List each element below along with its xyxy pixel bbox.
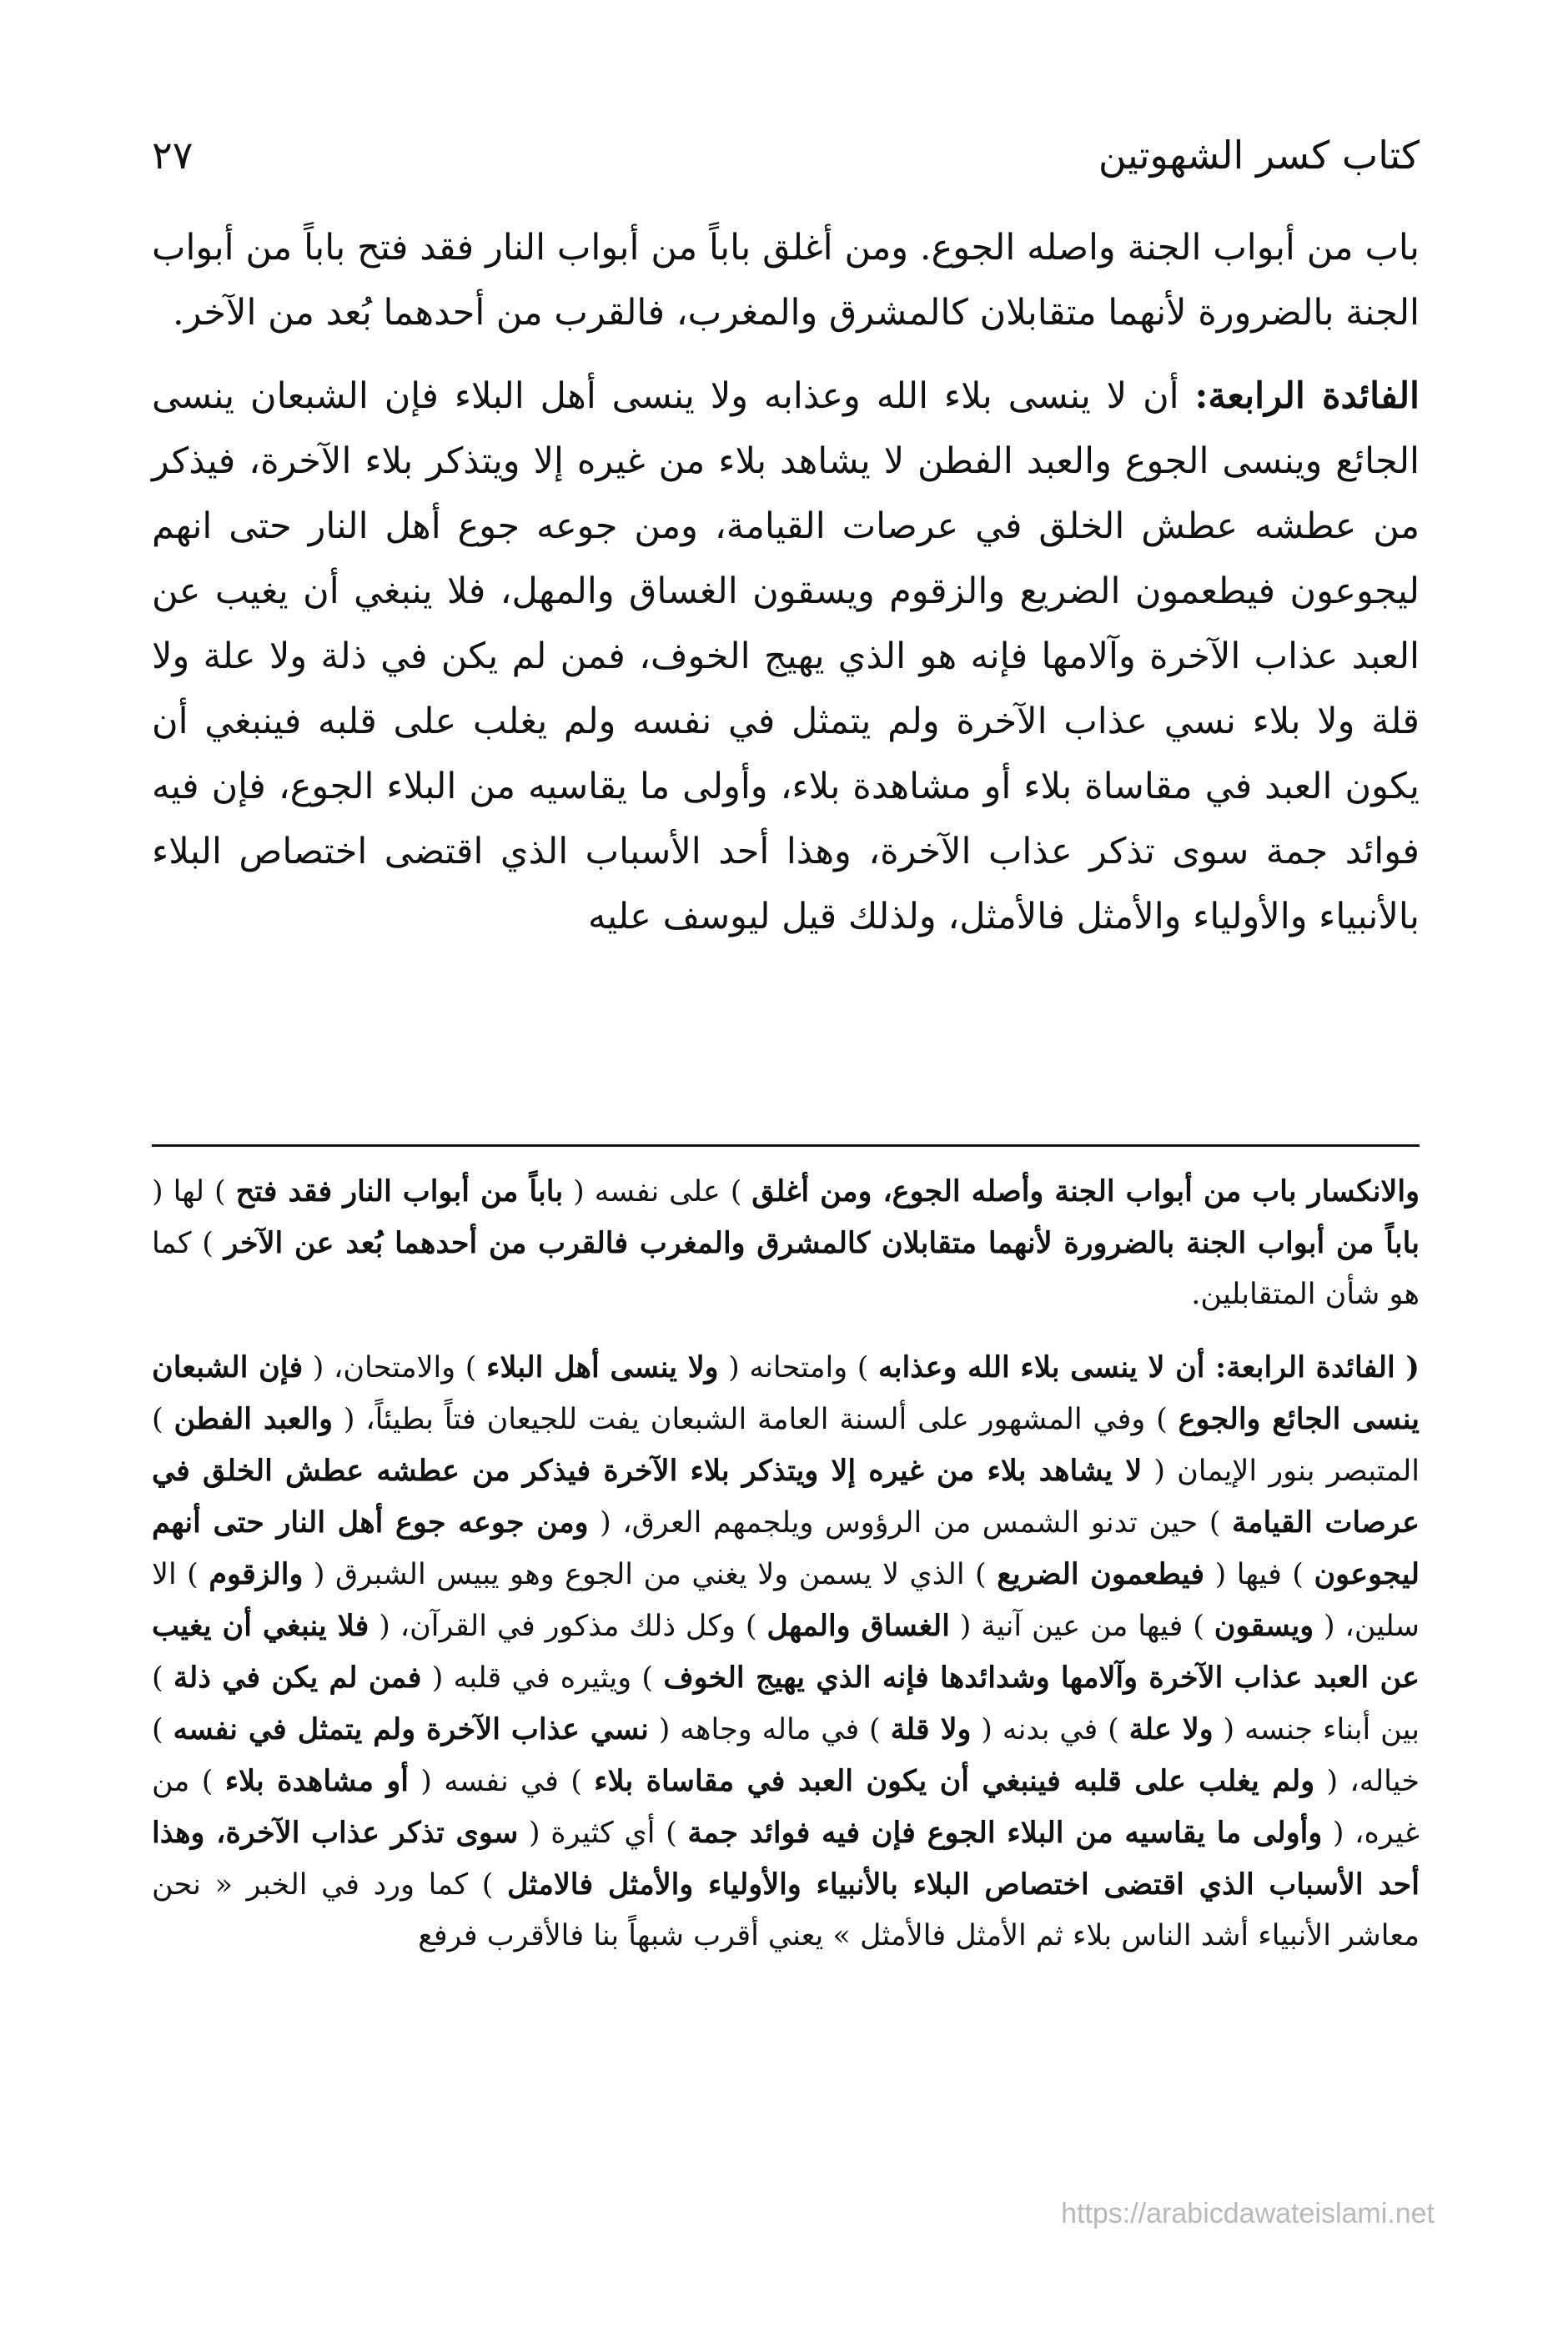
commentary-quote: ( الفائدة الرابعة: أن لا ينسى بلاء الله وعذابه <box>877 1350 1420 1385</box>
commentary-text: ) كما ورد في الخبر « نحن معاشر الأنبياء أشد الناس بلاء ثم الأمثل فالأمثل » يعني أقرب شبهاً بنا فالأقرب فرفع <box>152 1868 1420 1953</box>
book-title: كتاب كسر الشهوتين <box>1098 133 1420 178</box>
commentary-text: ) خياله، ( <box>152 1713 1420 1798</box>
commentary-text: ) وكل ذلك مذكور في القرآن، ( <box>369 1610 767 1643</box>
commentary-quote: والزقوم <box>209 1557 304 1591</box>
commentary-text: ) على نفسه ( <box>563 1175 752 1209</box>
commentary-text: ) ويثيره في قلبه ( <box>421 1661 664 1695</box>
commentary-quote: لا يشاهد بلاء من غيره إلا ويتذكر بلاء الآخرة فيذكر من عطشه عطش الخلق في عرصات القيامة <box>152 1454 1420 1540</box>
commentary-quote: فمن لم يكن في ذلة <box>173 1661 422 1695</box>
commentary-quote: والعبد الفطن <box>173 1402 333 1436</box>
footnote-divider <box>152 1144 1420 1147</box>
commentary-quote: ولا قلة <box>890 1712 972 1746</box>
commentary-quote: ويسقون <box>1214 1609 1314 1643</box>
commentary-paragraph <box>152 1342 1420 1962</box>
commentary-text: ) كما هو شأن المتقابلين. <box>152 1227 1420 1311</box>
commentary-text: ) من غيره، ( <box>152 1765 1420 1850</box>
commentary-text: ) المتبصر بنور الإيمان ( <box>152 1403 1420 1488</box>
commentary-quote: فيطعمون الضريع <box>997 1557 1205 1591</box>
commentary-quote: فإن الشبعان ينسى الجائع والجوع <box>152 1350 1420 1436</box>
commentary-text: ) بين أبناء جنسه ( <box>152 1661 1420 1746</box>
commentary-text: ) فيها ( <box>1204 1558 1314 1591</box>
main-text <box>152 215 1420 949</box>
commentary-text: ) في بدنه ( <box>971 1713 1129 1746</box>
commentary-quote: ولا علة <box>1128 1712 1214 1746</box>
commentary-text: ) فيها من عين آنية ( <box>949 1610 1214 1643</box>
commentary-quote: نسي عذاب الآخرة ولم يتمثل في نفسه <box>173 1712 649 1746</box>
commentary-quote: والانكسار باب من أبواب الجنة وأصله الجوع، ومن أغلق <box>751 1174 1420 1209</box>
commentary-text: ) الا سلين، ( <box>152 1558 1420 1643</box>
commentary-quote: الغساق والمهل <box>766 1609 950 1643</box>
commentary-text: ) في نفسه ( <box>408 1765 595 1798</box>
commentary-quote: باباً من أبواب النار فقد فتح <box>235 1174 564 1209</box>
commentary-paragraph <box>152 1166 1420 1320</box>
commentary-text: ) أي كثيرة ( <box>518 1817 688 1850</box>
commentary-text: ) وفي المشهور على ألسنة العامة الشبعان يفت للجيعان فتاً بطيئاً، ( <box>333 1403 1179 1436</box>
section-heading: الفائدة الرابعة: <box>1194 375 1420 417</box>
page-number: ٢٧ <box>152 133 193 178</box>
commentary-quote: سوى تذكر عذاب الآخرة، وهذا أحد الأسباب الذي اقتضى اختصاص البلاء بالأنبياء والأولياء والأمثل فالامثل <box>152 1816 1420 1902</box>
commentary-text: ) حين تدنو الشمس من الرؤوس ويلجمهم العرق، ( <box>588 1506 1232 1540</box>
commentary-text: ) والامتحان، ( <box>303 1351 487 1385</box>
commentary-quote: فلا ينبغي أن يغيب عن العبد عذاب الآخرة وآلامها وشدائدها فإنه الذي يهيج الخوف <box>152 1609 1420 1695</box>
main-paragraph-text: أن لا ينسى بلاء الله وعذابه ولا ينسى أهل البلاء فإن الشبعان ينسى الجائع وينسى الجوع والعبد الفطن لا يشاهد بلاء من غيره إلا ويتذكر بلاء الآخرة، فيذكر من عطشه عطش الخلق في عرصات القيامة، ومن جوعه جوع أهل النار حتى انهم ليجوعون فيطعمون الضريع والزقوم ويسقون الغساق والمهل، فلا ينبغي أن يغيب عن العبد عذاب الآخرة وآلامها فإنه هو الذي يهيج الخوف، فمن لم يكن في ذلة ولا علة ولا قلة ولا بلاء نسي عذاب الآخرة ولم يتمثل في نفسه ولم يغلب على قلبه فينبغي أن يكون العبد في مقاساة بلاء أو مشاهدة بلاء، وأولى ما يقاسيه من البلاء الجوع، فإن فيه فوائد جمة سوى تذكر عذاب الآخرة، وهذا أحد الأسباب الذي اقتضى اختصاص البلاء بالأنبياء والأولياء والأمثل فالأمثل، ولذلك قيل ليوسف عليه <box>152 375 1420 937</box>
commentary-quote: وأولى ما يقاسيه من البلاء الجوع فإن فيه فوائد جمة <box>687 1816 1323 1850</box>
commentary-quote: ومن جوعه جوع أهل النار حتى أنهم ليجوعون <box>152 1505 1420 1591</box>
commentary-text: ) وامتحانه ( <box>718 1351 878 1385</box>
commentary-quote: باباً من أبواب الجنة بالضرورة لأنهما متقابلان كالمشرق والمغرب فالقرب من أحدهما بُعد عن الآخر <box>224 1226 1420 1260</box>
commentary-quote: أو مشاهدة بلاء <box>224 1764 409 1798</box>
commentary-text: ) لها ( <box>152 1175 236 1209</box>
commentary <box>152 1166 1420 1962</box>
main-paragraph: باب من أبواب الجنة واصله الجوع. ومن أغلق باباً من أبواب النار فقد فتح باباً من أبواب الجنة بالضرورة لأنهما متقابلان كالمشرق والمغرب، فالقرب من أحدهما بُعد من الآخر. <box>152 227 1420 334</box>
watermark-url: https://arabicdawateislami.net <box>1061 2198 1435 2229</box>
commentary-text: ) الذي لا يسمن ولا يغني من الجوع وهو يبيس الشبرق ( <box>303 1558 998 1591</box>
main-paragraph <box>152 364 1420 949</box>
commentary-quote: ولا ينسى أهل البلاء <box>486 1350 719 1385</box>
commentary-quote: ولم يغلب على قلبه فينبغي أن يكون العبد في مقاساة بلاء <box>594 1764 1315 1798</box>
page-header <box>152 125 1420 185</box>
commentary-text: ) في ماله وجاهه ( <box>648 1713 891 1746</box>
